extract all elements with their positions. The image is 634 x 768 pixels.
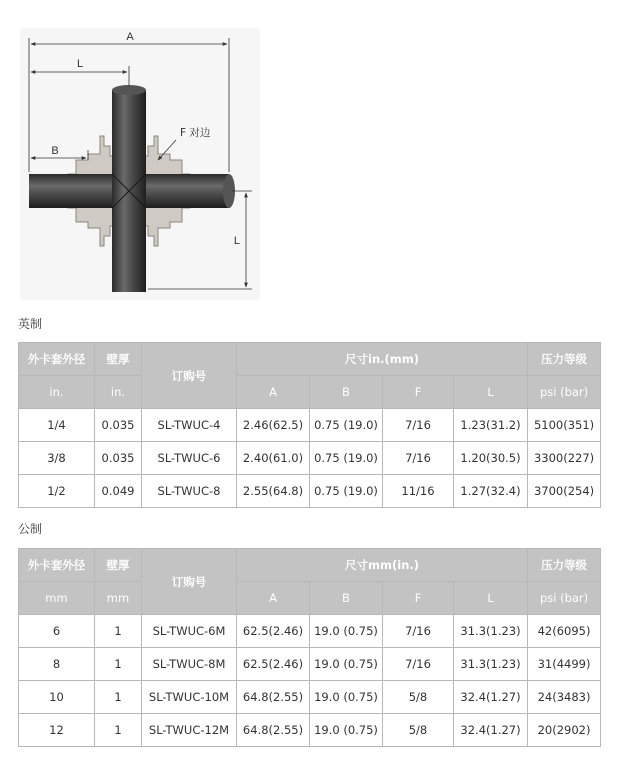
- cell-f: 7/16: [383, 442, 454, 475]
- cell-l: 32.4(1.27): [454, 714, 528, 747]
- cell-a: 64.8(2.55): [237, 714, 310, 747]
- cell-wall: 1: [95, 648, 142, 681]
- header-od-unit: in.: [19, 376, 95, 409]
- header-pressure: 压力等级: [528, 549, 601, 582]
- cell-od: 10: [19, 681, 95, 714]
- header-dim-f: F: [383, 582, 454, 615]
- table-row: [19, 475, 601, 508]
- cell-order: SL-TWUC-6M: [142, 615, 237, 648]
- cell-l: 1.27(32.4): [454, 475, 528, 508]
- union-cross-diagram: [0, 0, 634, 310]
- metric-spec-table: [18, 548, 601, 747]
- header-dim-a: A: [237, 376, 310, 409]
- cell-od: 1/4: [19, 409, 95, 442]
- cell-f: 7/16: [383, 409, 454, 442]
- header-dim-b: B: [310, 376, 383, 409]
- header-dims: 尺寸in.(mm): [237, 343, 528, 376]
- header-od: 外卡套外径: [19, 343, 95, 376]
- header-dims: 尺寸mm(in.): [237, 549, 528, 582]
- header-dim-l: L: [454, 582, 528, 615]
- cell-b: 0.75 (19.0): [310, 409, 383, 442]
- metric-section-label: 公制: [18, 522, 43, 536]
- cell-l: 1.23(31.2): [454, 409, 528, 442]
- tube-end-top: [112, 85, 146, 95]
- cell-b: 19.0 (0.75): [310, 615, 383, 648]
- header-order: 订购号: [142, 343, 237, 409]
- header-wall: 壁厚: [95, 343, 142, 376]
- header-od-unit: mm: [19, 582, 95, 615]
- table-row: [19, 442, 601, 475]
- cell-od: 1/2: [19, 475, 95, 508]
- header-order: 订购号: [142, 549, 237, 615]
- cell-pressure: 20(2902): [528, 714, 601, 747]
- cell-pressure: 3700(254): [528, 475, 601, 508]
- cell-l: 31.3(1.23): [454, 615, 528, 648]
- cell-pressure: 3300(227): [528, 442, 601, 475]
- imperial-spec-table: [18, 342, 601, 508]
- cell-f: 11/16: [383, 475, 454, 508]
- dim-label-f: F 对边: [180, 127, 211, 139]
- cell-od: 8: [19, 648, 95, 681]
- dim-label-a: A: [126, 31, 134, 43]
- cell-pressure: 31(4499): [528, 648, 601, 681]
- header-dim-f: F: [383, 376, 454, 409]
- cell-od: 3/8: [19, 442, 95, 475]
- imperial-section-label: 英制: [18, 317, 43, 331]
- dim-label-l-top: L: [76, 58, 84, 70]
- dim-label-b: B: [51, 145, 59, 157]
- dim-label-l-side: L: [233, 235, 240, 247]
- cell-f: 5/8: [383, 714, 454, 747]
- cell-a: 62.5(2.46): [237, 615, 310, 648]
- cell-order: SL-TWUC-8M: [142, 648, 237, 681]
- cell-wall: 1: [95, 615, 142, 648]
- cell-pressure: 42(6095): [528, 615, 601, 648]
- cell-wall: 0.049: [95, 475, 142, 508]
- table-row: [19, 409, 601, 442]
- cell-order: SL-TWUC-10M: [142, 681, 237, 714]
- cell-order: SL-TWUC-6: [142, 442, 237, 475]
- cell-wall: 1: [95, 714, 142, 747]
- header-pressure-unit: psi (bar): [528, 376, 601, 409]
- cell-b: 19.0 (0.75): [310, 681, 383, 714]
- cell-a: 2.40(61.0): [237, 442, 310, 475]
- cell-l: 1.20(30.5): [454, 442, 528, 475]
- cell-order: SL-TWUC-12M: [142, 714, 237, 747]
- cell-od: 6: [19, 615, 95, 648]
- cell-wall: 0.035: [95, 409, 142, 442]
- cell-a: 2.46(62.5): [237, 409, 310, 442]
- cell-f: 7/16: [383, 648, 454, 681]
- cell-l: 32.4(1.27): [454, 681, 528, 714]
- cell-pressure: 5100(351): [528, 409, 601, 442]
- cell-a: 62.5(2.46): [237, 648, 310, 681]
- cell-b: 0.75 (19.0): [310, 475, 383, 508]
- table-row: [19, 615, 601, 648]
- header-wall-unit: in.: [95, 376, 142, 409]
- header-od: 外卡套外径: [19, 549, 95, 582]
- cell-b: 0.75 (19.0): [310, 442, 383, 475]
- header-dim-l: L: [454, 376, 528, 409]
- cell-pressure: 24(3483): [528, 681, 601, 714]
- cell-l: 31.3(1.23): [454, 648, 528, 681]
- cell-b: 19.0 (0.75): [310, 648, 383, 681]
- table-row: [19, 648, 601, 681]
- cell-b: 19.0 (0.75): [310, 714, 383, 747]
- cell-wall: 0.035: [95, 442, 142, 475]
- header-pressure-unit: psi (bar): [528, 582, 601, 615]
- header-wall-unit: mm: [95, 582, 142, 615]
- cell-order: SL-TWUC-4: [142, 409, 237, 442]
- cell-f: 5/8: [383, 681, 454, 714]
- header-dim-a: A: [237, 582, 310, 615]
- cell-order: SL-TWUC-8: [142, 475, 237, 508]
- table-row: [19, 681, 601, 714]
- cell-f: 7/16: [383, 615, 454, 648]
- table-row: [19, 714, 601, 747]
- header-dim-b: B: [310, 582, 383, 615]
- cell-od: 12: [19, 714, 95, 747]
- cell-wall: 1: [95, 681, 142, 714]
- cell-a: 64.8(2.55): [237, 681, 310, 714]
- header-wall: 壁厚: [95, 549, 142, 582]
- cell-a: 2.55(64.8): [237, 475, 310, 508]
- header-pressure: 压力等级: [528, 343, 601, 376]
